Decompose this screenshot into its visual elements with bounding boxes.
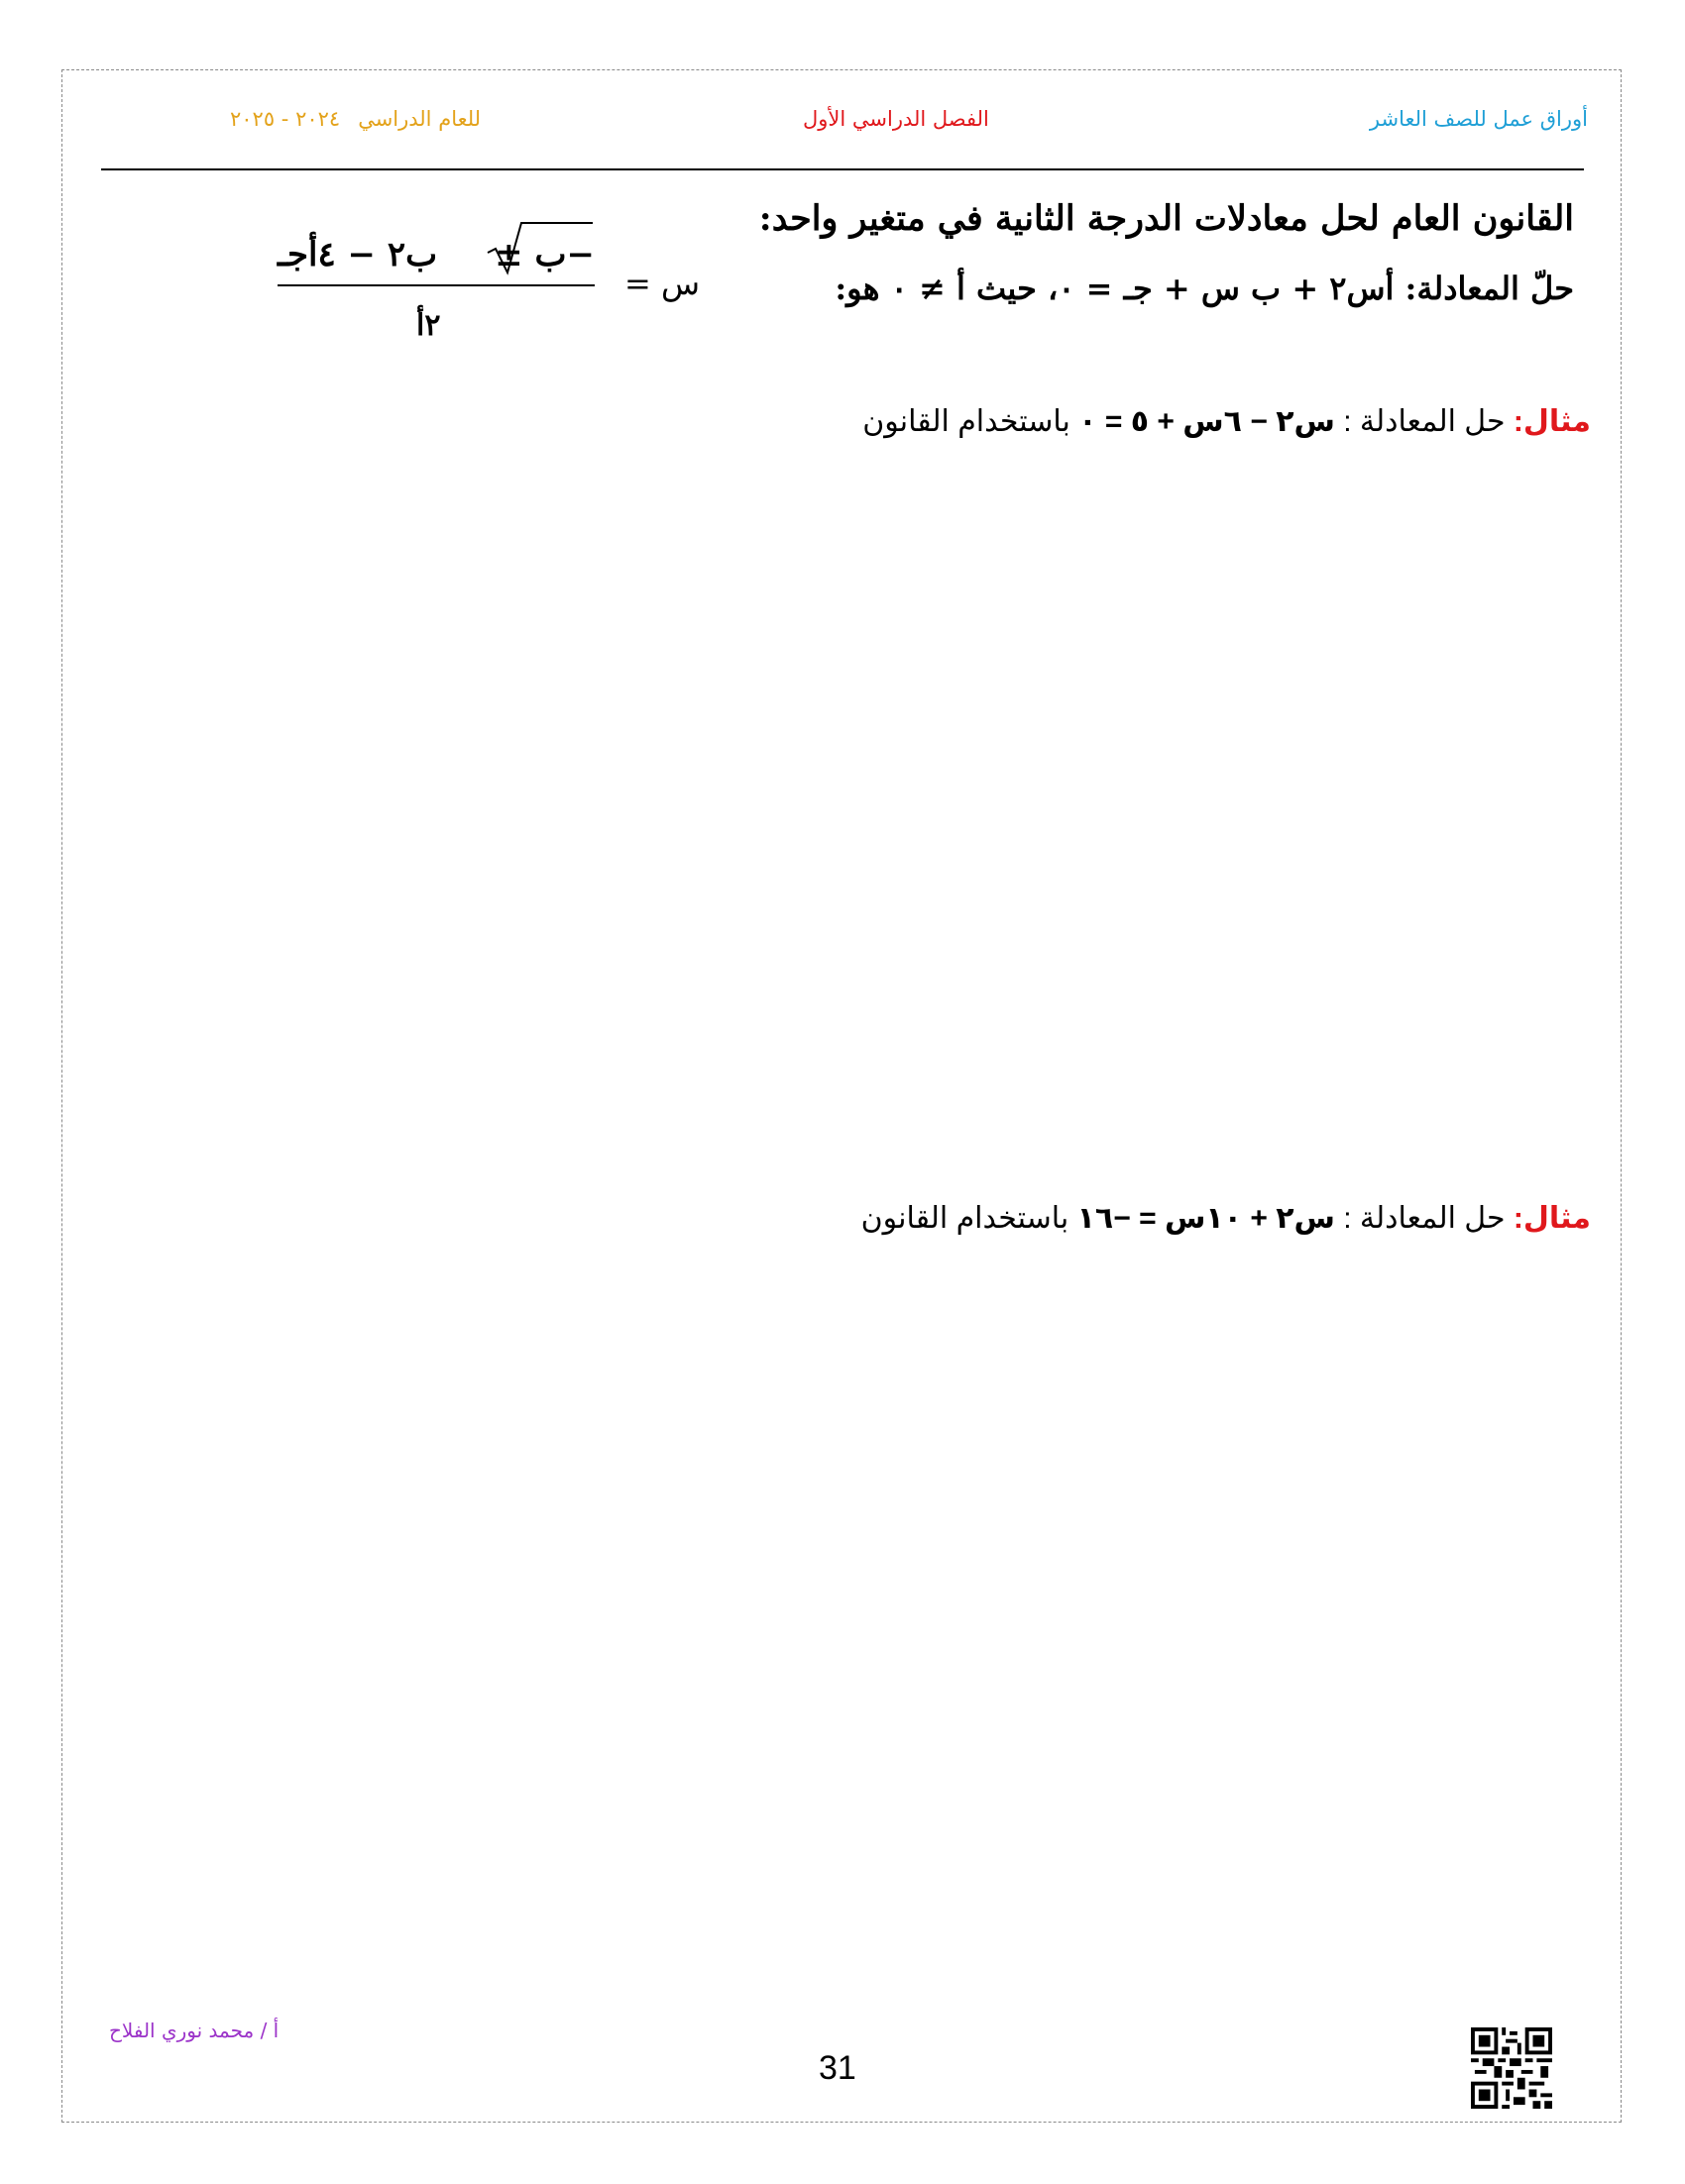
quadratic-formula (278, 213, 912, 362)
header-divider (101, 168, 1584, 170)
page-frame (61, 69, 1622, 2123)
formula-lhs: س = (624, 265, 701, 302)
header-worksheet-title: أوراق عمل للصف العاشر (1369, 107, 1588, 131)
year-label: للعام الدراسي (358, 107, 482, 131)
example-label: مثال: (1513, 405, 1591, 438)
header-academic-year (230, 107, 481, 131)
qr-code-icon (1471, 2027, 1552, 2109)
formula-numerator-prefix: −ب ± (495, 235, 595, 274)
example-equation: س٢ − ٦س + ٥ = ٠ (1078, 405, 1335, 438)
example-1 (862, 404, 1591, 439)
example-suffix: باستخدام القانون (862, 405, 1070, 438)
example-intro: حل المعادلة : (1343, 405, 1506, 438)
law-statement: حلّ المعادلة: أس٢ + ب س + جـ = ٠، حيث أ ≠ ٠ هو: (835, 270, 1574, 307)
header-semester: الفصل الدراسي الأول (803, 107, 989, 131)
example-equation: س٢ + ١٠س = −١٦ (1076, 1202, 1335, 1235)
example-intro: حل المعادلة : (1343, 1202, 1506, 1235)
fraction-bar (278, 284, 595, 286)
page-number: 31 (819, 2049, 856, 2087)
example-label: مثال: (1513, 1202, 1591, 1235)
formula-numerator (278, 229, 595, 278)
formula-radicand: ب٢ − ٤أجـ (278, 235, 438, 274)
author-name: أ / محمد نوري الفلاح (109, 2019, 280, 2042)
year-value: ٢٠٢٤ - ٢٠٢٥ (230, 107, 341, 131)
example-2 (861, 1201, 1591, 1236)
formula-denominator: ٢أ (416, 308, 441, 343)
example-suffix: باستخدام القانون (860, 1202, 1069, 1235)
law-title: القانون العام لحل معادلات الدرجة الثانية في متغير واحد: (758, 198, 1574, 239)
